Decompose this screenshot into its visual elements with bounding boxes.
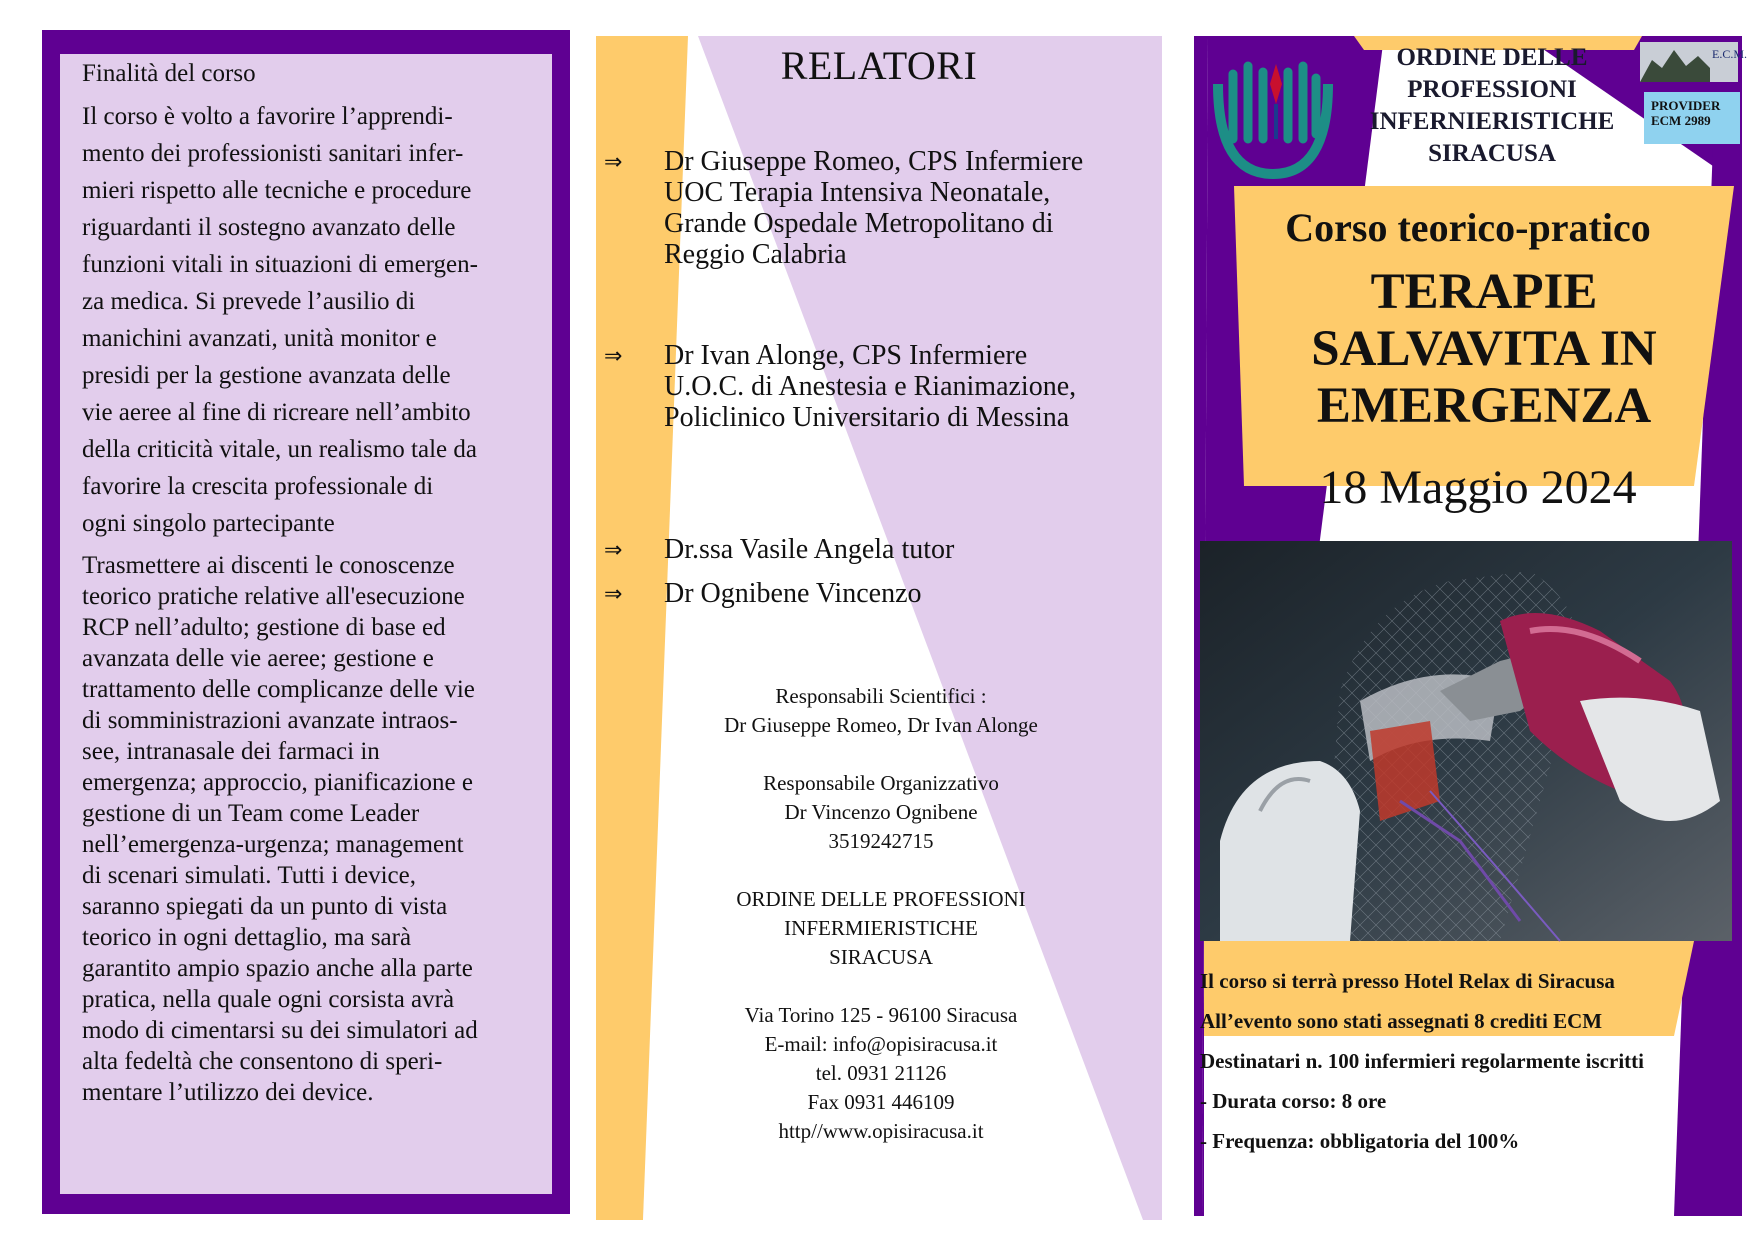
provider-badge (1644, 92, 1740, 144)
ecm-logo (1640, 42, 1748, 82)
organization-title (1342, 42, 1642, 170)
organizer-phone: 3519242715 (828, 829, 934, 853)
text-line: mentare l’utilizzo dei device. (82, 1079, 374, 1106)
contact-info-block (666, 682, 1096, 1146)
speakers-heading: RELATORI (780, 43, 978, 88)
course-title-line: TERAPIE (1370, 264, 1598, 320)
text-line: favorire la crescita professionale di (82, 473, 434, 500)
speaker-line: Reggio Calabria (664, 239, 847, 270)
spacer (666, 740, 1096, 769)
text-line: RCP nell’adulto; gestione di base ed (82, 614, 446, 641)
text-line: vie aeree al fine di ricreare nell’ambito (82, 399, 471, 426)
organizer-label: Responsabile Organizzativo (763, 771, 999, 795)
organizer-name: Dr Vincenzo Ognibene (784, 800, 978, 824)
course-subtitle: Corso teorico-pratico (1285, 205, 1651, 250)
speaker-line: Policlinico Universitario di Messina (664, 402, 1070, 433)
text-line: di somministrazioni avanzate intraos- (82, 707, 458, 734)
provider-line: PROVIDER (1651, 98, 1721, 113)
text-line: mieri rispetto alle tecniche e procedure (82, 177, 472, 204)
course-title-line: SALVAVITA IN (1311, 321, 1657, 377)
course-purpose-paragraph (82, 98, 538, 542)
org-title-line: PROFESSIONI (1407, 76, 1577, 103)
nursing-hands-logo (1198, 44, 1348, 194)
text-line: saranno spiegati da un punto di vista (82, 893, 448, 920)
speaker-details (664, 340, 1164, 433)
course-date: 18 Maggio 2024 (1319, 461, 1637, 514)
website: http//www.opisiracusa.it (778, 1119, 984, 1143)
info-credits: All’evento sono stati assegnati 8 crediti ECM (1200, 1009, 1603, 1033)
course-purpose-heading: Finalità del corso (82, 60, 256, 87)
org-title-line: SIRACUSA (1428, 140, 1556, 167)
course-title-line: EMERGENZA (1316, 378, 1652, 434)
speaker-line: UOC Terapia Intensiva Neonatale, (664, 177, 1051, 208)
org-title-line: INFERNIERISTICHE (1369, 108, 1615, 135)
ecm-logo-text: E.C.M. (1712, 47, 1748, 61)
speaker-line: Dr Ivan Alonge, CPS Infermiere (664, 340, 1028, 371)
org-name-line: SIRACUSA (829, 945, 933, 969)
speaker-line: U.O.C. di Anestesia e Rianimazione, (664, 371, 1077, 402)
email: E-mail: info@opisiracusa.it (764, 1032, 998, 1056)
spacer (666, 972, 1096, 1001)
text-line: funzioni vitali in situazioni di emergen- (82, 251, 478, 278)
text-line: di scenari simulati. Tutti i device, (82, 862, 416, 889)
arrow-right-icon: ⇒ (604, 150, 623, 175)
arrow-right-icon: ⇒ (604, 344, 623, 369)
cover-panel (1194, 36, 1748, 1216)
info-attendance: - Frequenza: obbligatoria del 100% (1200, 1129, 1520, 1153)
info-duration: - Durata corso: 8 ore (1200, 1089, 1387, 1113)
course-title (1234, 264, 1734, 435)
left-panel-frame (42, 30, 570, 1214)
org-title-line: ORDINE DELLE (1396, 44, 1588, 71)
telephone: tel. 0931 21126 (815, 1061, 947, 1085)
text-line: avanzata delle vie aeree; gestione e (82, 645, 434, 672)
speakers-content (596, 36, 1162, 1220)
text-line: manichini avanzati, unità monitor e (82, 325, 437, 352)
org-name-line: INFERMIERISTICHE (784, 916, 978, 940)
speaker-details (664, 578, 1164, 609)
text-line: alta fedeltà che consentono di speri- (82, 1048, 443, 1075)
provider-line: ECM 2989 (1651, 113, 1711, 128)
text-line: mento dei professionisti sanitari infer- (82, 140, 464, 167)
text-line: modo di cimentarsi su dei simulatori ad (82, 1017, 478, 1044)
info-location: Il corso si terrà presso Hotel Relax di Siracusa (1200, 969, 1615, 993)
info-recipients: Destinatari n. 100 infermieri regolarmente iscritti (1200, 1049, 1644, 1073)
scientific-label: Responsabili Scientifici : (775, 684, 987, 708)
scientific-names: Dr Giuseppe Romeo, Dr Ivan Alonge (724, 713, 1038, 737)
text-line: della criticità vitale, un realismo tale da (82, 436, 477, 463)
text-line: teorico in ogni dettaglio, ma sarà (82, 924, 412, 951)
text-line: gestione di un Team come Leader (82, 800, 420, 827)
left-panel-content (60, 54, 552, 1194)
course-info-list (1200, 970, 1700, 1170)
arrow-right-icon: ⇒ (604, 582, 623, 607)
speaker-details (664, 146, 1164, 270)
text-line: presidi per la gestione avanzata delle (82, 362, 451, 389)
org-name-line: ORDINE DELLE PROFESSIONI (736, 887, 1026, 911)
text-line: trattamento delle complicanze delle vie (82, 676, 475, 703)
speaker-details (664, 534, 1164, 565)
speaker-line: Grande Ospedale Metropolitano di (664, 208, 1054, 239)
text-line: ogni singolo partecipante (82, 510, 335, 537)
text-line: za medica. Si prevede l’ausilio di (82, 288, 416, 315)
speaker-line: Dr.ssa Vasile Angela tutor (664, 534, 955, 565)
text-line: emergenza; approccio, pianificazione e (82, 769, 473, 796)
text-line: garantito ampio spazio anche alla parte (82, 955, 473, 982)
text-line: teorico pratiche relative all'esecuzione (82, 583, 465, 610)
text-line: nell’emergenza-urgenza; management (82, 831, 464, 858)
text-line: see, intranasale dei farmaci in (82, 738, 380, 765)
text-line: riguardanti il sostegno avanzato delle (82, 214, 456, 241)
address: Via Torino 125 - 96100 Siracusa (744, 1003, 1018, 1027)
text-line: Trasmettere ai discenti le conoscenze (82, 552, 455, 579)
text-line: Il corso è volto a favorire l’apprendi- (82, 103, 453, 130)
course-goals-paragraph (82, 550, 538, 1108)
speaker-line: Dr Giuseppe Romeo, CPS Infermiere (664, 146, 1084, 177)
text-line: pratica, nella quale ogni corsista avrà (82, 986, 455, 1013)
fax: Fax 0931 446109 (807, 1090, 955, 1114)
intraosseous-access-illustration (1200, 541, 1732, 941)
arrow-right-icon: ⇒ (604, 538, 623, 563)
spacer (666, 856, 1096, 885)
speaker-line: Dr Ognibene Vincenzo (664, 578, 922, 609)
speakers-panel (596, 36, 1162, 1220)
